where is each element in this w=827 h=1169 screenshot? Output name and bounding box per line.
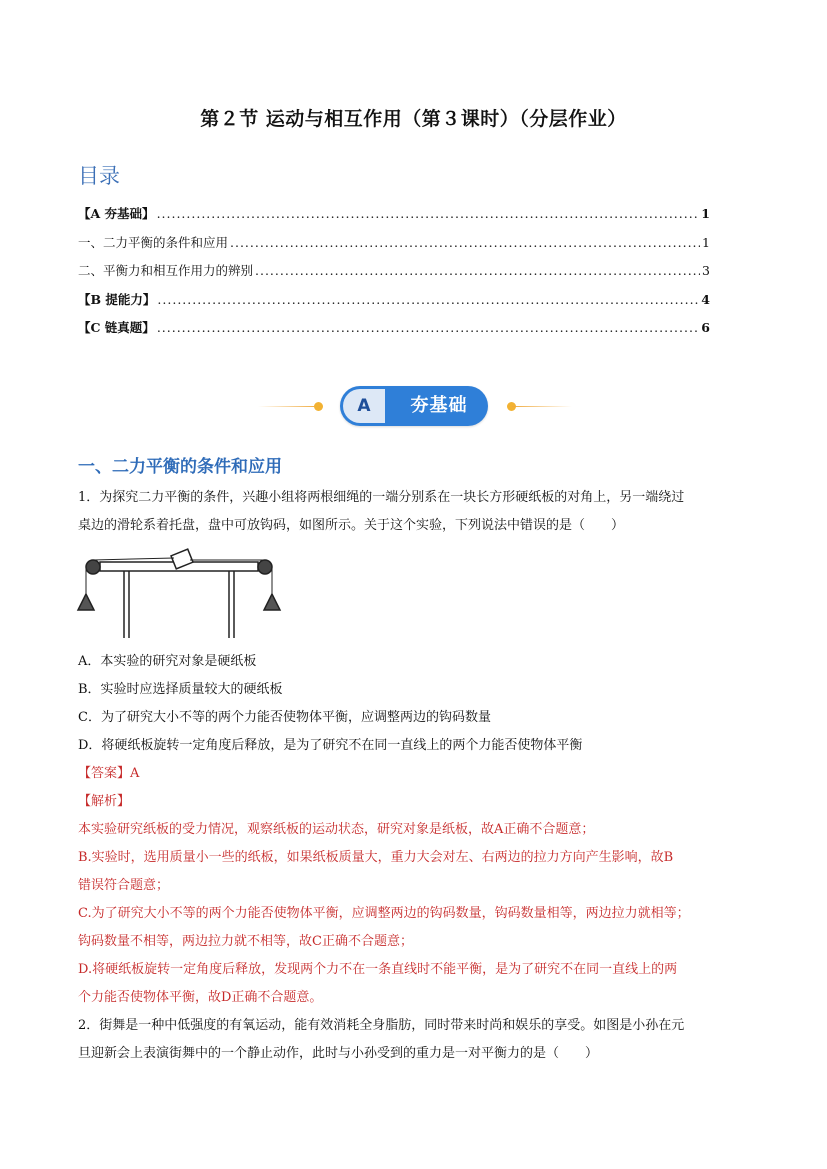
- toc-item[interactable]: [78, 318, 710, 347]
- banner-text: 夯基础: [410, 395, 468, 416]
- toc-item[interactable]: [78, 290, 710, 319]
- toc-item[interactable]: [78, 261, 710, 290]
- experiment-figure: [76, 548, 282, 640]
- analysis-line: B.实验时，选用质量小一些的纸板，如果纸板质量大，重力大会对左、右两边的拉力方向产生影响，故B: [78, 850, 674, 865]
- question-1-stem-line: 1．为探究二力平衡的条件，兴趣小组将两根细绳的一端分别系在一块长方形硬纸板的对角上，另一端绕过: [78, 490, 685, 505]
- toc-item-page: 4: [701, 291, 710, 307]
- analysis-line: 错误符合题意；: [78, 878, 170, 893]
- analysis-line: C.为了研究大小不等的两个力能否使物体平衡，应调整两边的钩码数量，钩码数量相等，两边拉力就相等；: [78, 906, 690, 921]
- analysis-line: 个力能否使物体平衡，故D正确不合题意。: [78, 990, 323, 1005]
- toc-leader-dots: [255, 263, 700, 278]
- toc-item-page: 1: [701, 206, 710, 221]
- tray-left: [78, 594, 94, 610]
- cardboard-piece: [171, 549, 193, 569]
- banner-letter: A: [343, 389, 385, 423]
- question-1-stem: [78, 484, 750, 540]
- banner-dot-left: [314, 402, 323, 411]
- question-2-stem-line: 旦迎新会上表演街舞中的一个静止动作，此时与小孙受到的重力是一对平衡力的是（ ）: [78, 1046, 599, 1061]
- toc-item-label: 【B 提能力】: [78, 291, 156, 307]
- toc-leader-dots: [157, 320, 699, 335]
- toc-item-label: 【A 夯基础】: [78, 206, 155, 221]
- toc-item-label: 二、平衡力和相互作用力的辨别: [78, 263, 254, 278]
- toc-leader-dots: [230, 235, 700, 250]
- page-title: 第２节 运动与相互作用（第３课时）（分层作业）: [200, 108, 627, 130]
- banner-line-left: [258, 406, 318, 407]
- section-banner: [250, 386, 580, 426]
- option-c[interactable]: C．为了研究大小不等的两个力能否使物体平衡，应调整两边的钩码数量: [78, 710, 491, 725]
- analysis-line: 钩码数量不相等，两边拉力就不相等，故C正确不合题意；: [78, 934, 413, 949]
- answer-label: 【答案】A: [78, 766, 140, 781]
- option-a[interactable]: A．本实验的研究对象是硬纸板: [78, 654, 257, 669]
- toc-heading: 目录: [78, 164, 120, 188]
- banner-line-right: [512, 406, 572, 407]
- banner-pill: [340, 386, 488, 426]
- question-2-stem-line: 2．街舞是一种中低强度的有氧运动，能有效消耗全身脂肪，同时带来时尚和娱乐的享受。如图是小孙在元: [78, 1018, 685, 1033]
- analysis-line: D.将硬纸板旋转一定角度后释放，发现两个力不在一条直线时不能平衡，是为了研究不在同一直线上的两: [78, 962, 678, 977]
- analysis-line: 本实验研究纸板的受力情况，观察纸板的运动状态，研究对象是纸板，故A正确不合题意；: [78, 822, 595, 837]
- toc-item-page: 3: [702, 263, 710, 278]
- analysis-label: 【解析】: [78, 794, 131, 809]
- toc-item-label: 【C 链真题】: [78, 320, 155, 335]
- option-b[interactable]: B．实验时应选择质量较大的硬纸板: [78, 682, 283, 697]
- toc-leader-dots: [157, 206, 700, 221]
- toc-item[interactable]: [78, 204, 710, 233]
- toc-item-page: 1: [702, 234, 710, 250]
- pulley-right: [258, 560, 272, 574]
- section-heading: 一、二力平衡的条件和应用: [78, 457, 282, 477]
- table-of-contents: [78, 204, 710, 347]
- string-left: [93, 558, 174, 560]
- tray-right: [264, 594, 280, 610]
- option-d[interactable]: D．将硬纸板旋转一定角度后释放，是为了研究不在同一直线上的两个力能否使物体平衡: [78, 738, 583, 753]
- toc-item[interactable]: [78, 233, 710, 262]
- toc-item-page: 6: [701, 320, 710, 335]
- question-1-stem-line: 桌边的滑轮系着托盘，盘中可放钩码，如图所示。关于这个实验，下列说法中错误的是（ ）: [78, 518, 625, 533]
- question-1-options: [78, 648, 750, 1068]
- toc-item-label: 一、二力平衡的条件和应用: [78, 234, 229, 250]
- pulley-left: [86, 560, 100, 574]
- toc-leader-dots: [157, 292, 699, 307]
